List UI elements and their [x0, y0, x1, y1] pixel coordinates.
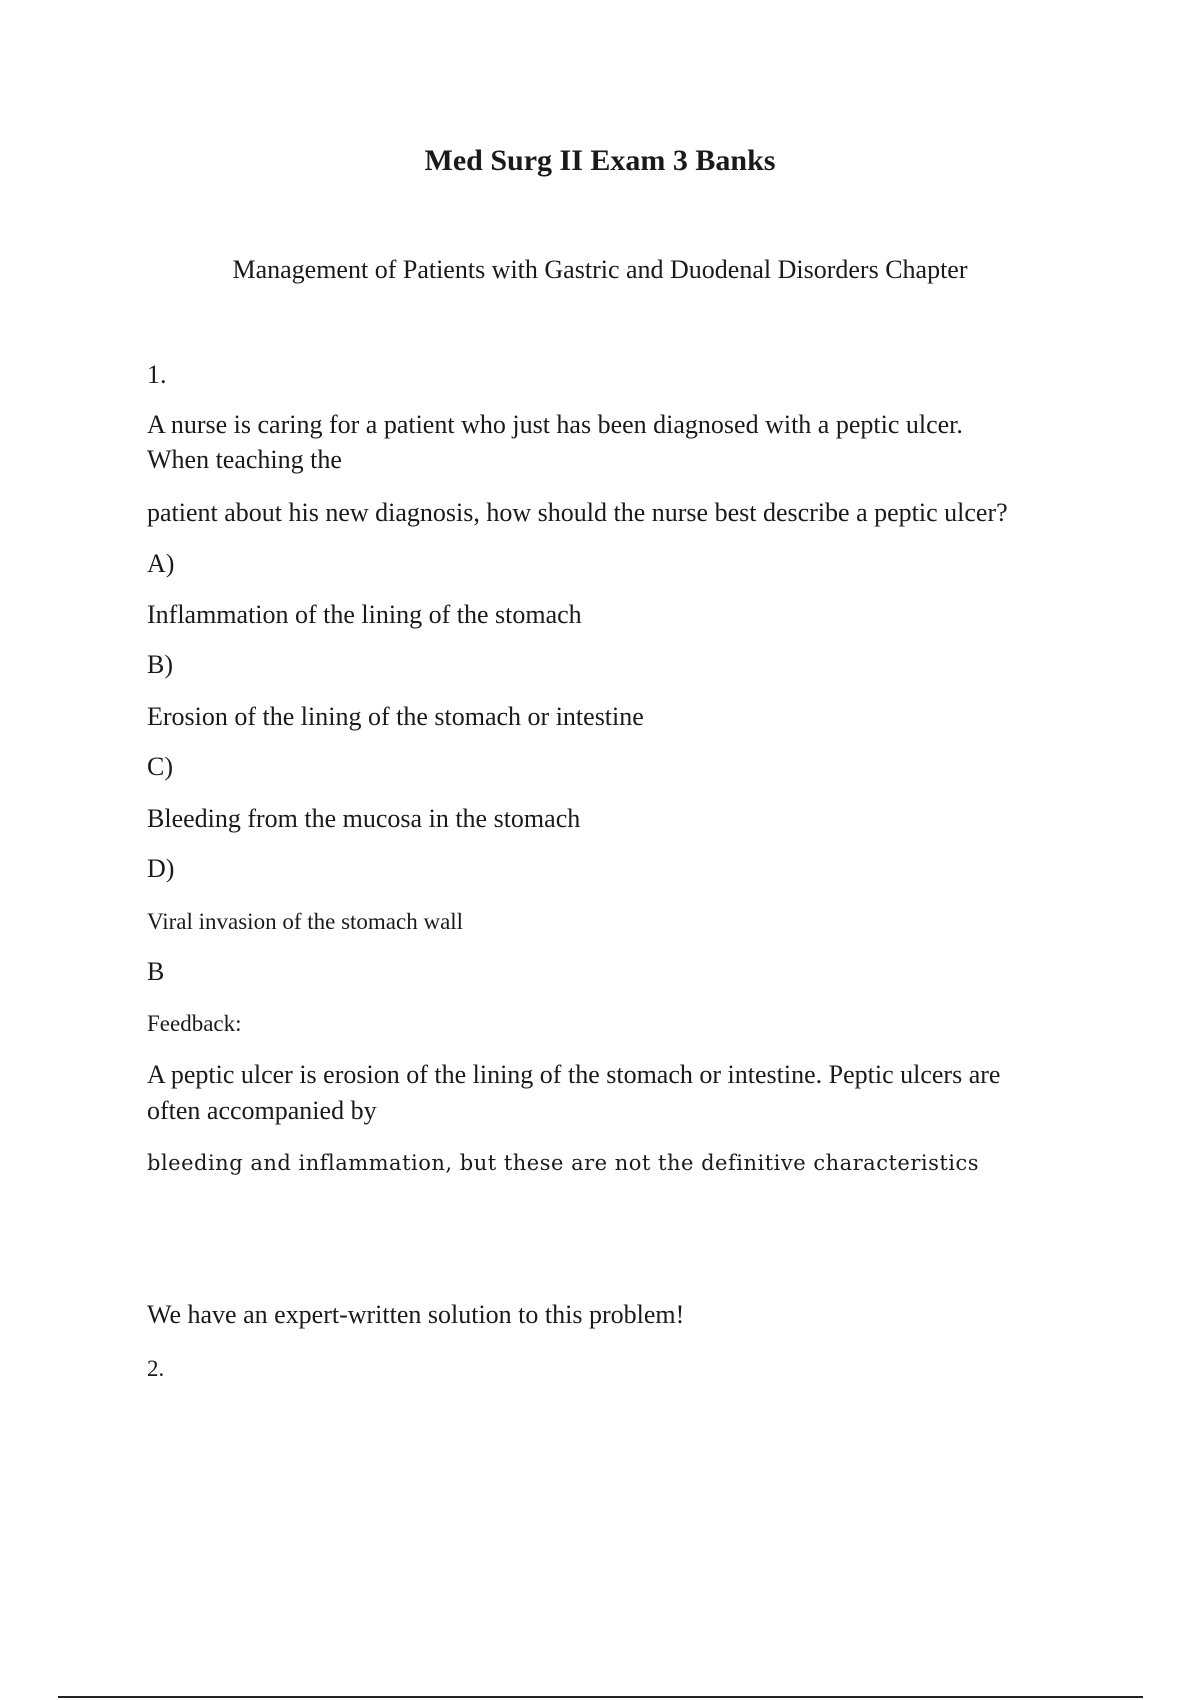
option-d-text: Viral invasion of the stomach wall	[147, 909, 464, 934]
option-d-label: D)	[147, 854, 175, 883]
chapter-subtitle: Management of Patients with Gastric and Duodenal Disorders Chapter	[232, 255, 968, 284]
option-a-text: Inflammation of the lining of the stomach	[147, 600, 582, 629]
question-1-number: 1.	[147, 360, 167, 389]
option-b-label: B)	[147, 650, 173, 679]
option-b-text: Erosion of the lining of the stomach or intestine	[147, 702, 644, 731]
feedback-line-2: often accompanied by	[147, 1096, 377, 1125]
question-1-stem-line-1: A nurse is caring for a patient who just has been diagnosed with a peptic ulcer.	[147, 410, 963, 439]
document-title: Med Surg II Exam 3 Banks	[424, 144, 776, 177]
answer-key: B	[147, 957, 165, 986]
feedback-line-1: A peptic ulcer is erosion of the lining of the stomach or intestine. Peptic ulcers are	[147, 1060, 1001, 1089]
option-c-label: C)	[147, 752, 173, 781]
page-bottom-rule	[58, 1696, 1143, 1698]
option-a-label: A)	[147, 549, 175, 578]
option-c-text: Bleeding from the mucosa in the stomach	[147, 804, 581, 833]
expert-solution-promo: We have an expert-written solution to this problem!	[147, 1300, 685, 1329]
question-2-number: 2.	[147, 1356, 165, 1381]
question-1-stem-line-2: When teaching the	[147, 445, 342, 474]
feedback-line-3: bleeding and inflammation, but these are not the definitive characteristics	[147, 1151, 980, 1175]
question-1-stem-line-3: patient about his new diagnosis, how should the nurse best describe a peptic ulcer?	[147, 498, 1008, 527]
feedback-label: Feedback:	[147, 1011, 242, 1036]
